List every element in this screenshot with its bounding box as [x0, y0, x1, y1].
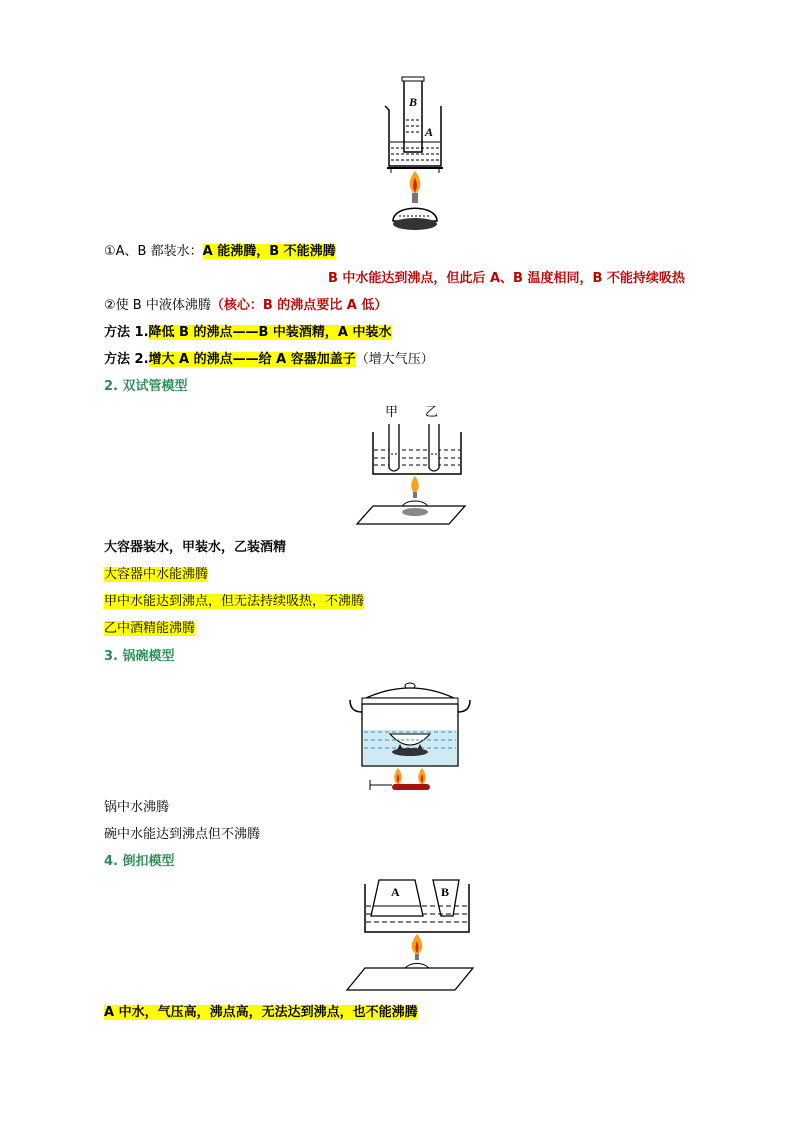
core-note: （核心：B 的沸点要比 A 低）	[210, 298, 388, 313]
heading-double-tube: 2. 双试管模型	[104, 379, 188, 394]
line-yi: 乙中酒精能沸腾	[104, 621, 196, 636]
figure-double-tube	[353, 402, 469, 528]
line-bowl-no-boil: 碗中水能达到沸点但不沸腾	[104, 827, 261, 842]
line-both-water: ①A、B 都装水：A 能沸腾，B 不能沸腾	[104, 244, 336, 259]
line-make-b-boil: ②使 B 中液体沸腾（核心：B 的沸点要比 A 低）	[104, 298, 388, 313]
line-setup: 大容器装水，甲装水，乙装酒精	[104, 540, 287, 555]
highlight-result: A 能沸腾，B 不能沸腾	[202, 244, 336, 259]
figure-beaker-tube	[383, 76, 449, 236]
label-b: B	[409, 95, 418, 109]
label-jia: 甲	[385, 404, 399, 419]
line-jia: 甲中水能达到沸点，但无法持续吸热，不沸腾	[104, 594, 365, 609]
label-a-inverted: A	[391, 885, 400, 899]
figure-pot-bowl	[340, 672, 480, 792]
figure-inverted	[343, 876, 477, 996]
line-big-container: 大容器中水能沸腾	[104, 567, 209, 582]
method-1: 方法 1.降低 B 的沸点——B 中装酒精，A 中装水	[104, 325, 392, 340]
line-a-water: A 中水，气压高，沸点高，无法达到沸点，也不能沸腾	[104, 1005, 418, 1020]
method-2: 方法 2.增大 A 的沸点——给 A 容器加盖子（增大气压）	[104, 352, 434, 367]
line-pot-boils: 锅中水沸腾	[104, 800, 170, 815]
label-yi: 乙	[425, 404, 439, 419]
heading-pot-bowl: 3. 锅碗模型	[104, 649, 175, 664]
label-b-inverted: B	[441, 885, 450, 899]
line-explanation: B 中水能达到沸点，但此后 A、B 温度相同，B 不能持续吸热	[328, 271, 685, 286]
heading-inverted: 4. 倒扣模型	[104, 854, 175, 869]
label-a: A	[425, 125, 434, 139]
